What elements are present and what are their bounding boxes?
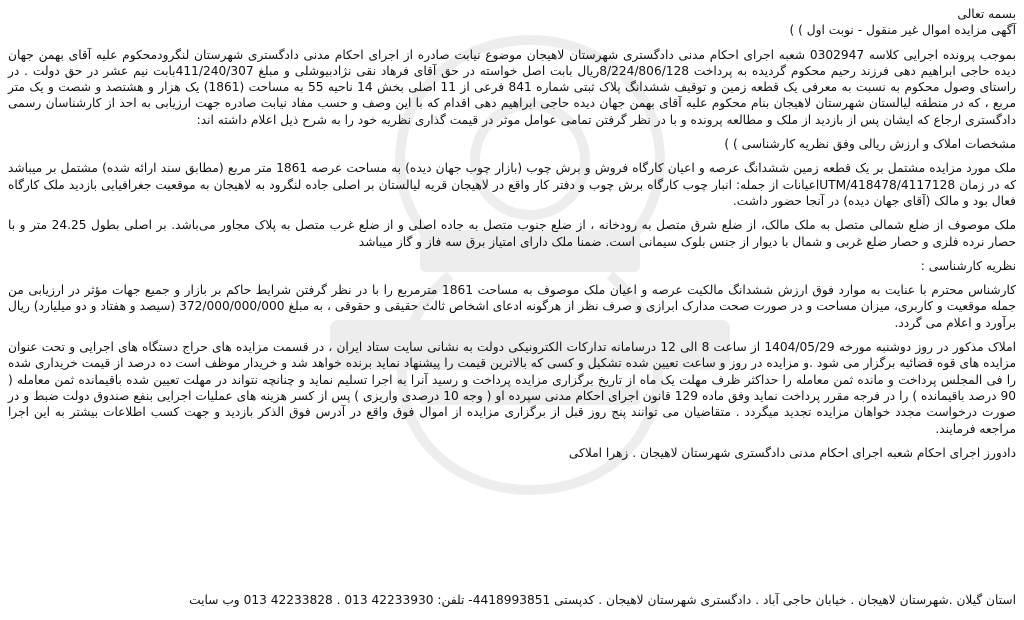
basmala: بسمه تعالی bbox=[957, 7, 1016, 21]
paragraph-expert-valuation: کارشناس محترم با عنایت به موارد فوق ارزش ششدانگ مالکیت عرصه و اعیان ملک موصوف به مساحت 1861 مترمربع را با در نظر گرفتن شرایط حاکم بر بازار و جمیع جهات مؤثر در ارزیابی من جمله موقعیت و کاربری، میزان مساحت و در صورت صحت مدارک ابرازی و صرف نظر از هرگونه ادعای اشخاص ثالث حقیقی و حقوقی ، به مبلغ 372/000/000/000 (سیصد و هفتاد و دو میلیارد) ریال برآورد و اعلام می گردد. bbox=[8, 283, 1016, 330]
paragraph-property-description: ملک مورد مزایده مشتمل بر یک قطعه زمین ششدانگ عرصه و اعیان کارگاه فروش و برش چوب (بازار چوب جهان دیده) به مساحت عرصه 1861 متر مربع (مطابق سند ارائه شده) مشتمل بر میباشد که در زمان UTM/418478/4117128اعیانات از جمله: انبار چوب کارگاه برش چوب و دفتر کار واقع در لاهیجان قریه لیالستان بر اصلی جاده لنگرود به لاهیجان به موقعیت جغرافیایی بازدید ملک کارگاه فعال بود و مالک (آقای جهان دیده) در آنجا حضور داشت. bbox=[8, 161, 1016, 208]
notice-title: آگهی مزایده اموال غیر منقول - نوبت اول ) ) bbox=[789, 23, 1016, 38]
paragraph-auction-terms: املاک مذکور در روز دوشنبه مورخه 1404/05/29 از ساعت 8 الی 12 درسامانه تدارکات الکترونیکی دولت به نشانی سایت ستاد ایران ، در قسمت مزایده های حراج دستگاه های اجرایی و تحت عنوان مزایده های قوه قضائیه برگزار می شود .و مزایده در روز و ساعت تعیین شده تشکیل و کسی که بالاترین قیمت را پیشنهاد نماید برنده خواهد شد و خریدار موظف است ده درصد از قیمت خریداری شده را فی المجلس پرداخت و مانده ثمن معامله را حداکثر ظرف مهلت یک ماه از تاریخ برگزاری مزایده پرداخت و رسید آنرا به اجرا تسلیم نماید و چنانچه نتواند در مهلت تعیین شده باقیمانده ثمن معامله ( 90 درصد باقیمانده ) را در فرجه مقرر پرداخت نماید وفق ماده 129 قانون اجرای احکام مدنی سپرده او ( وجه 10 درصدی واریزی ) پس از کسر هزینه های عملیات اجرایی بنفع صندوق دولت ضبط و در صورت درخواست مجدد خواهان مزایده تجدید میگردد . متقاضیان می توانند پنج روز قبل از برگزاری مزایده از اموال فوق واقع در آدرس فوق الذکر بازدید و جهت کسب اطلاعات بیشتر به این اجرا مراجعه فرمایند. bbox=[8, 340, 1017, 436]
section-property-specs-title: مشخصات املاک و ارزش ریالی وفق نظریه کارشناسی ) ) bbox=[724, 137, 1016, 152]
document-body bbox=[8, 6, 1016, 461]
paragraph-property-boundaries: ملک موصوف از ضلع شمالی متصل به ملک مالک، از ضلع شرق متصل به رودخانه ، از ضلع جنوب متصل به جاده اصلی و از ضلع غرب متصل به پلاک مجاور می‌باشد. بر اصلی بطول 24.25 متر و با حصار نرده فلزی و حصار ضلع غربی و شمال با دیوار از جنس بلوک سیمانی است. ضمنا ملک دارای امتیاز برق سه فاز و گاز میباشد bbox=[8, 218, 1016, 249]
section-expert-opinion-title: نظریه کارشناسی : bbox=[920, 258, 1016, 273]
signature-line: دادورز اجرای احکام شعبه اجرای احکام مدنی دادگستری شهرستان لاهیجان . زهرا املاکی bbox=[568, 445, 1016, 460]
footer-address: استان گیلان .شهرستان لاهیجان . خیابان حاجی آباد . دادگستری شهرستان لاهیجان . کدپستی 4418993851- تلفن: 42233930 013 . 42233828 013 وب سایت bbox=[189, 593, 1016, 607]
paragraph-case-details: بموجب پرونده اجرایی کلاسه 0302947 شعبه اجرای احکام مدنی دادگستری شهرستان لاهیجان موضوع نیابت صادره از اجرای احکام مدنی دادگستری شهرستان لنگرودمحکوم علیه آقای بهمن جهان دیده حاجی ابراهیم دهی فرزند رحیم محکوم گردیده به پرداخت 8/224/806/128ریال بابت اصل خواسته در حق آقای فرهاد نقی نژادبیوشلی و مبلغ 411/240/307بابت نیم عشر در حق دولت . در راستای وصول محکوم به نسبت به معرفی یک قطعه زمین و توقیف ششدانگ پلاک ثبتی شماره 841 فرعی از 11 اصلی بخش 14 ناحیه 55 به مساحت (1861) یک هزار و هشتصد و شصت و یک متر مربع ، که در منطقه لیالستان شهرستان لاهیجان بنام محکوم علیه آقای بهمن جهان دیده حاجی ابراهیم دهی اقدام که با این وصف و حسب مفاد نیابت صادره جهت ارزیابی به احد از کارشناسان رسمی دادگستری ارجاع که ایشان پس از بازدید از ملک و مطالعه پرونده و با در نظر گرفتن تمامی عوامل موثر در قیمت گذاری نظریه خود را به شرح ذیل اعلام داشته اند: bbox=[8, 47, 1016, 127]
